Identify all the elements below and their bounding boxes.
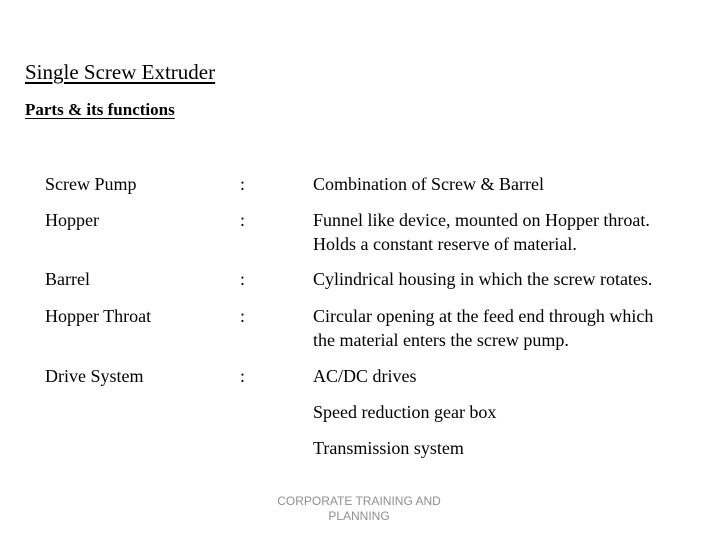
part-description	[313, 172, 708, 196]
part-separator: :	[240, 366, 246, 386]
part-description	[313, 400, 708, 424]
part-separator: :	[240, 269, 246, 289]
part-description	[313, 267, 708, 291]
part-separator: :	[240, 210, 246, 230]
slide-subtitle: Parts & its functions	[25, 100, 175, 119]
description-line: Funnel like device, mounted on Hopper throat.	[313, 210, 650, 230]
description-line: Transmission system	[313, 438, 464, 458]
part-description	[313, 436, 708, 460]
part-description	[313, 364, 708, 388]
part-term: Hopper Throat	[45, 306, 152, 326]
description-line: the material enters the screw pump.	[313, 330, 569, 350]
description-line: AC/DC drives	[313, 366, 417, 386]
slide-footer	[259, 494, 459, 524]
part-description	[313, 304, 708, 352]
part-term: Barrel	[45, 269, 90, 289]
part-separator: :	[240, 174, 246, 194]
description-line: Cylindrical housing in which the screw rotates.	[313, 269, 653, 289]
slide-title: Single Screw Extruder	[25, 60, 216, 84]
description-line: Combination of Screw & Barrel	[313, 174, 544, 194]
part-description	[313, 208, 708, 256]
part-separator: :	[240, 306, 246, 326]
description-line: Holds a constant reserve of material.	[313, 234, 577, 254]
part-term: Screw Pump	[45, 174, 137, 194]
part-term: Hopper	[45, 210, 99, 230]
part-term: Drive System	[45, 366, 144, 386]
footer-line: CORPORATE TRAINING AND	[277, 494, 441, 508]
footer-line: PLANNING	[328, 509, 390, 523]
description-line: Circular opening at the feed end through which	[313, 306, 654, 326]
description-line: Speed reduction gear box	[313, 402, 497, 422]
